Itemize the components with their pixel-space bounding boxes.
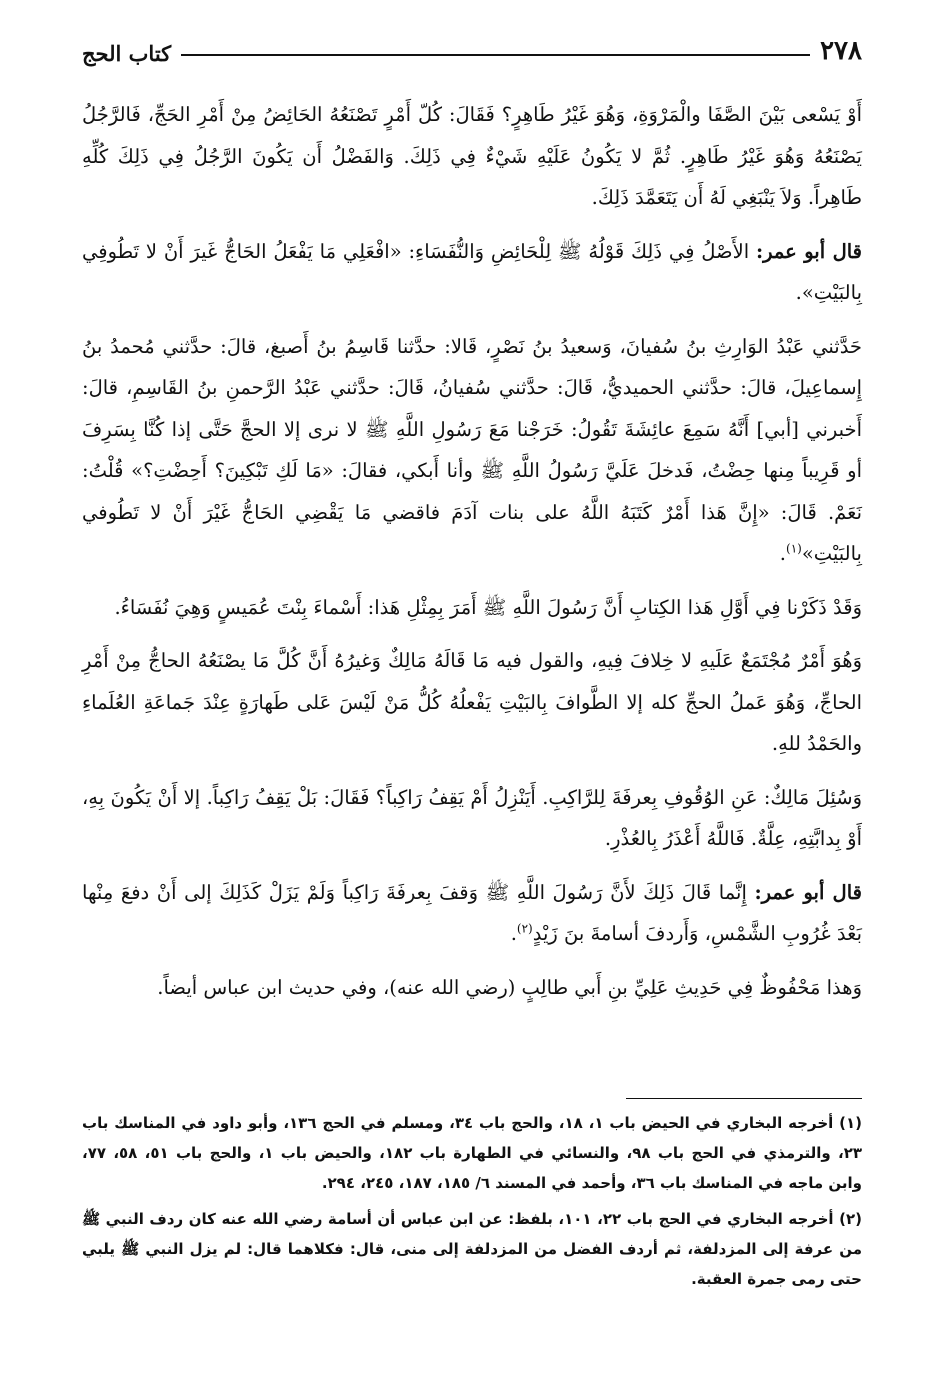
- speaker-lead: قال أبو عمر:: [754, 880, 862, 904]
- paragraph-text: وَهُوَ أَمْرٌ مُجْتَمَعٌ عَلَيهِ لا خِلافَ فِيهِ، والقول فيه مَا قَالَهُ مَالِكٌ وَغيرُهُ أَنَّ كُلَّ مَا يصْنَعُهُ الحاجُّ مِنْ أَمْرِ الحاجِّ، وَهُوَ عَملُ الحجِّ كله إلا الطَّوافَ بِالبَيْتِ يَفْعلُهُ كُلُّ مَنْ لَيْسَ عَلى طَهارَةٍ عِنْدَ جَماعَةِ العُلَماءِ والحَمْدُ للهِ.: [82, 649, 862, 755]
- footnote-marker: (١): [786, 541, 802, 556]
- paragraph-text: وَسُئِلَ مَالِكٌ: عَنِ الوُقُوفِ بِعرفَةَ لِلرَّاكِبِ. أَيَنْزِلُ أَمْ يَقِفُ رَاكِباً؟ فَقَالَ: بَلْ يَقِفُ رَاكِباً. إلا أَنْ يَكُونَ بِهِ، أَوْ بِدابَّتِهِ، عِلَّةٌ. فَاللَّهُ أَعْذَرُ بِالعُذْرِ.: [82, 785, 862, 850]
- footnote: (٢) أخرجه البخاري في الحج باب ٢٢، ١٠١، بلفظ: عن ابن عباس أن أسامة رضي الله عنه كان ردف النبي ﷺ من عرفة إلى المزدلفة، ثم أردف الفضل من المزدلفة إلى منى، قال: فكلاهما قال: لم يزل النبي ﷺ يلبي حتى رمى جمرة العقبة.: [82, 1210, 862, 1288]
- footnotes: [82, 1108, 862, 1300]
- paragraph: [82, 231, 862, 314]
- paragraph-text: وَقَدْ ذَكَرْنا فِي أَوَّلِ هَذا الكِتابِ أَنَّ رَسُولَ اللَّهِ ﷺ أَمَرَ بِمِثْلِ هَذا: أَسْماءَ بِنْتَ عُمَيسٍ وَهِيَ نُفَسَاءُ.: [114, 595, 862, 619]
- running-header: [82, 26, 862, 66]
- footnote-separator: [626, 1098, 862, 1099]
- paragraph: [82, 587, 862, 629]
- paragraph-text: حَدَّثني عَبْدُ الوَارِثِ بنُ سُفيانَ، وَسعيدُ بنُ نَصْرٍ، قَالا: حدَّثنا قَاسِمُ بنُ أَصبغ، قالَ: حدَّثني مُحمدُ بنُ إِسماعِيلَ، قالَ: حدَّثني الحميديُّ، قَالَ: حدَّثني سُفيانُ، قَالَ: حدَّثني عَبْدُ الرَّحمنِ بنُ القَاسِمِ، قالَ: أَخبرني [أبي] أَنَّهُ سَمِعَ عائِشَةَ تَقُولُ: خَرَجْنا مَعَ رَسُولِ اللَّهِ ﷺ لا نرى إلا الحجَّ حَتَّى إذا كُنَّا بِسَرِفَ أو قَرِيباً مِنها حِضْتُ، فَدخلَ عَلَيَّ رَسُولُ اللَّهِ ﷺ وأنا أَبكي، فقالَ: «مَا لَكِ تَبْكِينَ؟ أَحِضْتِ؟» قُلْتُ: نَعَمْ. قَالَ: «إِنَّ هَذا أَمْرٌ كَتَبَهُ اللَّهُ على بنات آدَمَ فاقضي مَا يَقْضِي الحَاجُّ غَيْرَ أَنْ لا تَطُوفي بِالبَيْتِ»: [82, 334, 862, 565]
- footnote-marker: (٢): [516, 921, 533, 936]
- paragraph: [82, 640, 862, 765]
- paragraph-text: أَوْ يَسْعى بَيْنَ الصَّفَا والْمَرْوَةِ، وَهُوَ غَيْرُ طَاهِرٍ؟ فَقَالَ: كُلّ أَمْرٍ تَصْنَعُهُ الحَائِضُ مِنْ أَمْرِ الحَجِّ، فَالرَّجُلُ يَصْنَعُهُ وَهُوَ غَيْرُ طَاهِرٍ. ثُمَّ لا يَكُونُ عَلَيْهِ شَيْءٌ فِي ذَلِكَ. وَالفَضْلُ أَن يَكُونَ الرَّجُلُ فِي ذَلِكَ كُلِّهِ طَاهِراً. وَلاَ يَنْبَغِي لَهُ أَن يَتَعَمَّدَ ذَلِكَ.: [82, 103, 862, 209]
- paragraph: قال أبو عمر: إِنَّما قَالَ ذَلِكَ لأَنَّ رَسُولَ اللَّهِ ﷺ وَقفَ بِعرفَةَ رَاكِباً وَلَمْ يَزَلْ كَذَلِكَ إلى أَنْ دفعَ مِنْها بَعْدَ غُرُوبِ الشَّمْسِ، وَأَردفَ أسامةَ بنَ زَيْدٍ$^{(٢)}$.: [82, 880, 862, 945]
- paragraph-text: وَهذا مَحْفُوظٌ فِي حَدِيثِ عَلِيِّ بنِ أَبي طالِبٍ (رضي الله عنه)، وفي حديث ابن عباس أيضاً.: [157, 975, 862, 999]
- paragraph: حَدَّثني عَبْدُ الوَارِثِ بنُ سُفيانَ، وَسعيدُ بنُ نَصْرٍ، قَالا: حدَّثنا قَاسِمُ بنُ أَصبغ، قالَ: حدَّثني مُحمدُ بنُ إِسماعِيلَ، قالَ: حدَّثني الحميديُّ، قَالَ: حدَّثني سُفيانُ، قَالَ: حدَّثني عَبْدُ الرَّحمنِ بنُ القَاسِمِ، قالَ: أَخبرني [أبي] أَنَّهُ سَمِعَ عائِشَةَ تَقُولُ: خَرَجْنا مَعَ رَسُولِ اللَّهِ ﷺ لا نرى إلا الحجَّ حَتَّى إذا كُنَّا بِسَرِفَ أو قَرِيباً مِنها حِضْتُ، فَدخلَ عَلَيَّ رَسُولُ اللَّهِ ﷺ وأنا أَبكي، فقالَ: «مَا لَكِ تَبْكِينَ؟ أَحِضْتِ؟» قُلْتُ: نَعَمْ. قَالَ: «إِنَّ هَذا أَمْرٌ كَتَبَهُ اللَّهُ على بنات آدَمَ فاقضي مَا يَقْضِي الحَاجُّ غَيْرَ أَنْ لا تَطُوفي بِالبَيْتِ»$^{(١)}$.: [82, 334, 862, 565]
- paragraph: [82, 94, 862, 219]
- paragraph-text: إِنَّما قَالَ ذَلِكَ لأَنَّ رَسُولَ اللَّهِ ﷺ وَقفَ بِعرفَةَ رَاكِباً وَلَمْ يَزَلْ كَذَلِكَ إلى أَنْ دفعَ مِنْها بَعْدَ غُرُوبِ الشَّمْسِ، وَأَردفَ أسامةَ بنَ زَيْدٍ: [82, 880, 862, 945]
- paragraph: [82, 967, 862, 1009]
- page-number: ٢٧٨: [820, 36, 862, 66]
- footnote: (١) أخرجه البخاري في الحيض باب ١، ١٨، والحج باب ٣٤، ومسلم في الحج ١٣٦، وأبو داود في المناسك باب ٢٣، والترمذي في الحج باب ٩٨، والنسائي في الطهارة باب ١٨٢، والحيض باب ١، والحج باب ٥١، ٥٨، ٧٧، وابن ماجه في المناسك باب ٣٦، وأحمد في المسند ٦/ ١٨٥، ١٨٧، ٢٤٥، ٢٩٤.: [82, 1114, 863, 1192]
- speaker-lead: قال أبو عمر:: [755, 239, 862, 263]
- header-rule: [181, 54, 810, 56]
- paragraph: [82, 777, 862, 860]
- main-text: [82, 94, 862, 1020]
- paragraph-text: الأَصْلُ فِي ذَلِكَ قَوْلُهُ ﷺ لِلْحَائِضِ وَالنُّفَسَاءِ: «افْعَلِي مَا يَفْعَلُ الحَاجُّ غَيرَ أَنْ لا تَطُوفِي بِالبَيْتِ».: [82, 239, 862, 304]
- book-title: كتاب الحج: [82, 41, 172, 66]
